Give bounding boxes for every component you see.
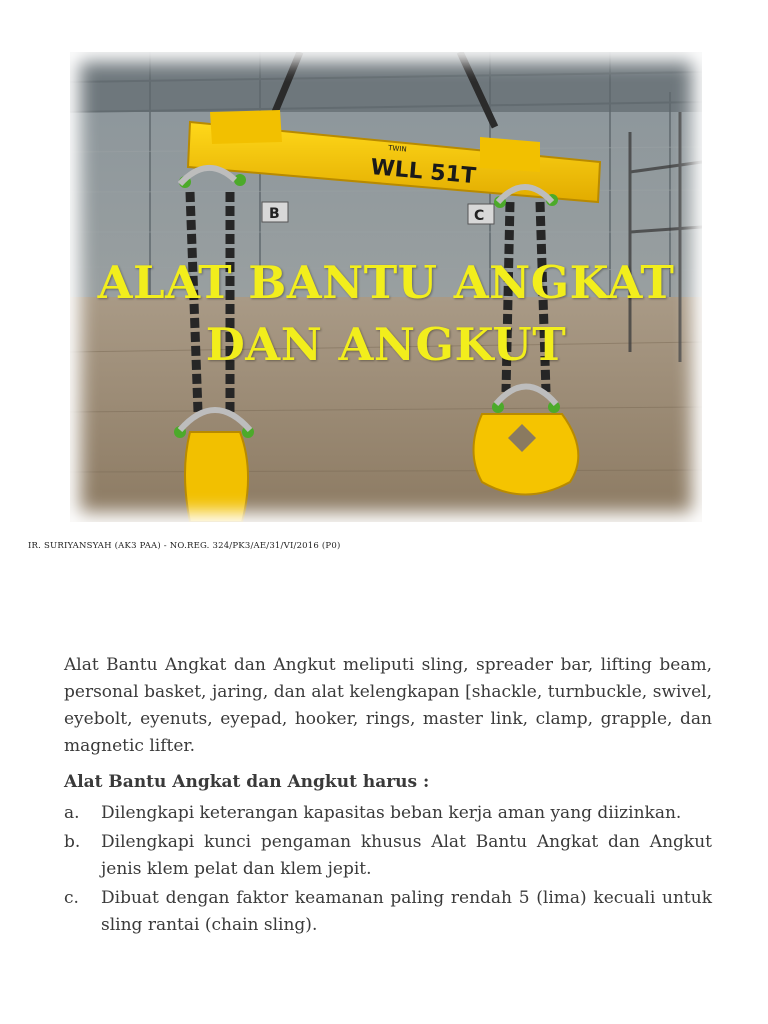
tag-right: C bbox=[474, 208, 485, 224]
body-content bbox=[64, 652, 712, 941]
tag-left: B bbox=[269, 206, 280, 222]
cover-title-line-1: ALAT BANTU ANGKAT bbox=[97, 256, 675, 309]
requirements-heading: Alat Bantu Angkat dan Angkut harus : bbox=[64, 772, 430, 792]
beam-marking: WLL 51T bbox=[369, 155, 477, 190]
list-marker: c. bbox=[64, 888, 79, 908]
beam-small-text: TWIN bbox=[387, 144, 407, 154]
list-item bbox=[64, 800, 712, 827]
list-marker: a. bbox=[64, 803, 80, 823]
list-item bbox=[64, 829, 712, 883]
list-text: Dilengkapi kunci pengaman khusus Alat Bantu Angkat dan Angkut jenis klem pelat dan klem jepit. bbox=[101, 832, 712, 879]
cover-title-line-2: DAN ANGKUT bbox=[205, 318, 567, 371]
list-marker: b. bbox=[64, 832, 81, 852]
requirements-list bbox=[64, 800, 712, 939]
list-item bbox=[64, 885, 712, 939]
intro-paragraph: Alat Bantu Angkat dan Angkut meliputi sling, spreader bar, lifting beam, personal basket, jaring, dan alat kelengkapan [shackle, turnbuckle, swivel, eyebolt, eyenuts, eyepad, hooker, rings, master link, clamp, grapple, dan magnetic lifter. bbox=[64, 655, 712, 756]
author-credit: IR. SURIYANSYAH (AK3 PAA) - NO.REG. 324/PK3/AE/31/VI/2016 (P0) bbox=[28, 541, 341, 551]
cover-photo bbox=[70, 52, 702, 522]
list-text: Dibuat dengan faktor keamanan paling rendah 5 (lima) kecuali untuk sling rantai (chain sling). bbox=[101, 888, 712, 935]
cover-title bbox=[70, 252, 702, 376]
list-text: Dilengkapi keterangan kapasitas beban kerja aman yang diizinkan. bbox=[101, 803, 682, 823]
